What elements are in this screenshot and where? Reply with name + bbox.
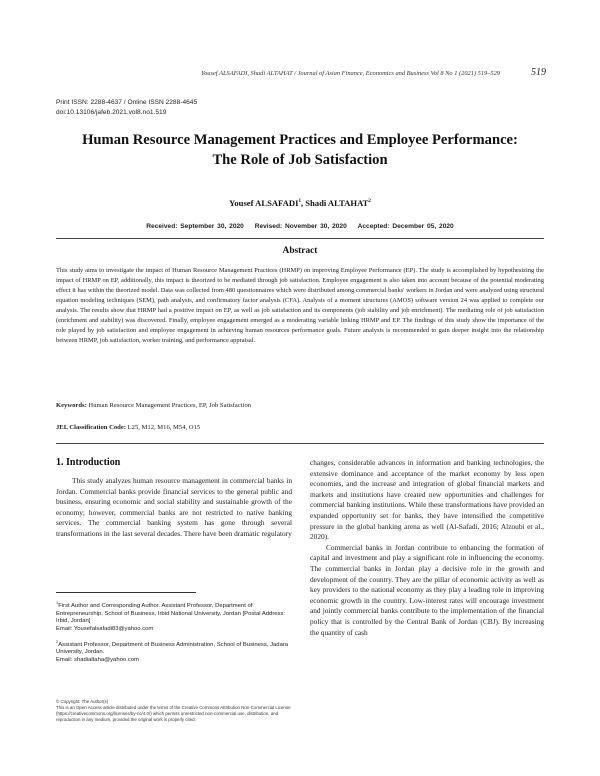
right-column <box>310 458 544 638</box>
author-1: Yousef ALSAFADI <box>229 198 299 208</box>
footnote-2-mark: 2 <box>56 638 59 644</box>
copyright-line: © Copyright: The Author(s) <box>56 699 109 704</box>
title-line-2: The Role of Job Satisfaction <box>212 152 388 168</box>
page-number: 519 <box>531 67 546 78</box>
article-title <box>60 130 540 170</box>
author-1-affiliation-mark: 1 <box>298 199 301 205</box>
footnote-1 <box>56 599 294 626</box>
intro-paragraph-1: This study analyzes human resource management in commercial banks in Jordan. Commercial banks provide financial services to the general public and business, ensuring economic and social stability and sustainable growth of the economy; however, commercial banks are not restricted to native banking services. The commercial banking system has gone through several transformations in the last several decades. There have been dramatic regulatory <box>56 476 292 538</box>
footnote-1-text: First Author and Corresponding Author. Assistant Professor, Department of Entrepreneurship, School of Business, Irbid National University, Jordan [Postal Address: Irbid, Jordan] <box>56 602 286 625</box>
footnote-2 <box>56 638 294 657</box>
intro-paragraph-continued: changes, considerable advances in information and banking technologies, the extensive dominance and acceptance of the market economy by less open economies, and the increase and integration of global financial markets and markets and institutions have created new opportunities and challenges for commercial banking institutions. While these transformations have provided an expanded opportunity set for banks, they have intensified the competitive pressure in the global banking arena as well (Al-Safadi, 2016; Alzoubi et al., 2020). <box>310 458 544 542</box>
intro-paragraph-2: Commercial banks in Jordan contribute to enhancing the formation of capital and investment and play a significant role in influencing the economy. The commercial banks in Jordan play a decisive role in the growth and development of the country. They are the pillar of economic activity as well as key providers to the national economy as they play a leading role in improving economic growth in the country. Low-interest rates will encourage investment and jointly commercial banks contribute to the implementation of the financial policy that is controlled by the Central Bank of Jordan (CBJ). By increasing the quantity of cash <box>310 542 544 637</box>
abstract-text: This study aims to investigate the impact of Human Resource Management Practices (HRMP) on improving Employee Performance (EP). The study is accomplished by hypothesizing the impact of HRMP on EP, additionally, this impact is theorized to be mediated through job satisfaction. Employee engagement is also taken into account because of the potential moderating effect it has within the theorized model. Data was collected from 480 questionnaires which were distributed among commercial banks' workers in Jordan and were analyzed using structural equation modeling techniques (SEM), path analysis, and confirmatory factor analysis (CFA). Analysis of a moment structures (AMOS) software version 24 was applied to complete our analysis. The results show that HRMP had a positive impact on EP, as well as job satisfaction and its components (job stability and job enrichment). The mediating role of job satisfaction (enrichment and stability) was discovered. Finally, employee engagement emerged as a moderating variable linking HRMP and EP. The findings of this study show the importance of the role played by job satisfaction and employee engagement in achieving human resources performance goals. Future analysis is recommended to gain deeper insight into the relationship between HRMP, job satisfaction, worker training, and performance appraisal. <box>56 267 544 344</box>
issn-block <box>56 98 197 117</box>
keywords-line <box>56 402 544 409</box>
running-head: Yousef ALSAFADI, Shadi ALTAHAT / Journal of Asian Finance, Economics and Business Vol 8 No 1 (2021) 519–529 <box>201 70 500 77</box>
author-2: Shadi ALTAHAT <box>305 198 369 208</box>
footnote-2-email: Email: shadialtaha@yahoo.com <box>56 657 139 664</box>
abstract-bottom-rule <box>56 443 544 444</box>
footnote-2-text: Assistant Professor, Department of Business Administration, School of Business, Jadara University, Jordan. <box>56 641 289 656</box>
title-line-1: Human Resource Management Practices and Employee Performance: <box>82 132 518 148</box>
left-column <box>56 476 292 540</box>
footnote-rule <box>56 592 196 593</box>
jel-label: JEL Classification Code: <box>56 424 126 431</box>
issn-line: Print ISSN: 2288-4637 / Online ISSN 2288-4645 <box>56 99 198 106</box>
section-heading-introduction: 1. Introduction <box>56 457 121 468</box>
received-date: Received: September 30, 2020 <box>146 223 244 230</box>
publication-dates <box>60 223 540 230</box>
footnotes <box>56 599 294 665</box>
author-2-affiliation-mark: 2 <box>368 199 371 205</box>
accepted-date: Accepted: December 05, 2020 <box>357 223 454 230</box>
abstract-heading: Abstract <box>282 246 318 256</box>
license-text: This is an Open Access article distributed under the terms of the Creative Commons Attribution Non-Commercial License (https://creativecommons.org/licenses/by-nc/4.0/) which permits unrestricted non-commercial use, distribution, and reproduction in any medium, provided the original work is properly cited. <box>56 705 291 723</box>
abstract-top-rule <box>56 238 544 239</box>
author-separator: , <box>300 198 306 208</box>
author-list <box>60 198 540 208</box>
keywords-text: Human Resource Management Practices, EP, Job Satisfaction <box>86 402 252 409</box>
jel-codes: L25, M12, M16, M54, O15 <box>125 424 201 431</box>
jel-line <box>56 424 544 431</box>
doi-line[interactable]: doi:10.13106/jafeb.2021.vol8.no1.519 <box>56 108 167 116</box>
revised-date: Revised: November 30, 2020 <box>254 223 347 230</box>
footnote-1-email: Email: Yousefalsafadi83@yahoo.com <box>56 626 154 633</box>
keywords-label: Keywords: <box>56 402 87 409</box>
footnote-1-mark: 1 <box>56 600 59 605</box>
copyright-notice <box>56 699 294 723</box>
